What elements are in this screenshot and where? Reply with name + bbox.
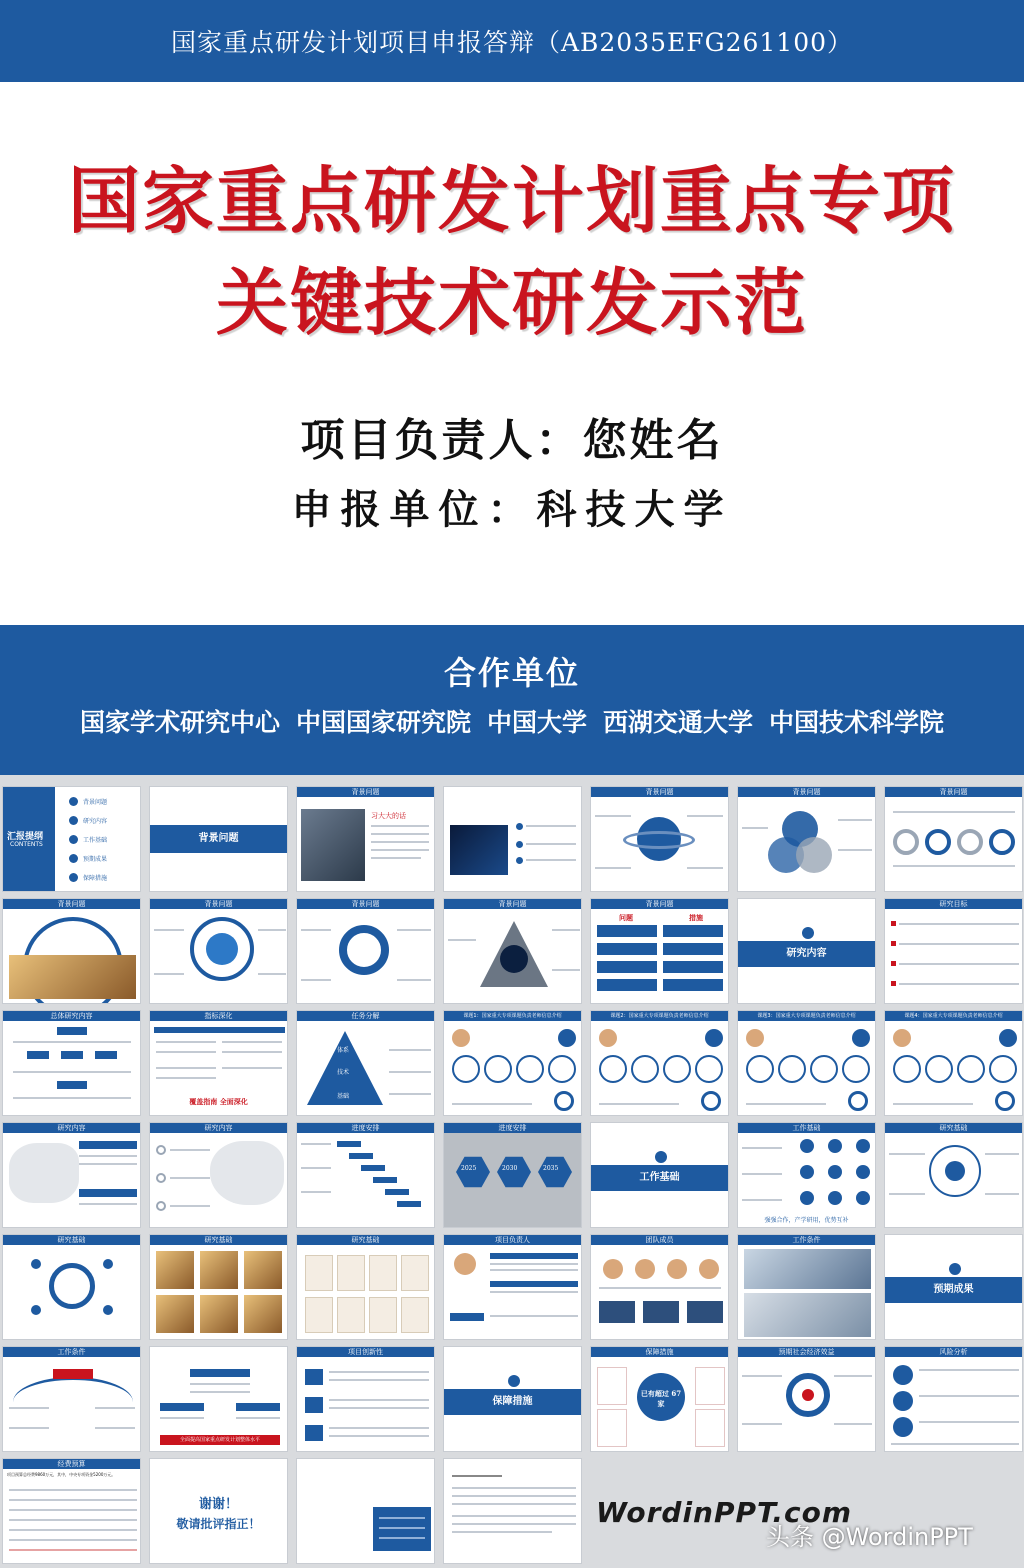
thumb-bg-globe[interactable]	[149, 898, 288, 1004]
thumb-schedule-hex[interactable]	[443, 1122, 582, 1228]
thumb-documents[interactable]	[296, 1234, 435, 1340]
slide-header: 背景问题	[885, 787, 1022, 797]
slide-header: 课题1：国家重大专项课题负责老师信息介绍	[444, 1011, 581, 1021]
thumb-social-benefit[interactable]	[737, 1346, 876, 1452]
section-label: 工作基础	[591, 1165, 728, 1191]
header-title: 国家重点研发计划项目申报答辩（AB2035EFG261100）	[170, 28, 854, 57]
thumb-section-guarantee[interactable]	[443, 1346, 582, 1452]
thumb-bg-triangle[interactable]	[443, 898, 582, 1004]
measure-label: 措施	[689, 913, 703, 922]
slide-header: 团队成员	[591, 1235, 728, 1245]
section-label: 研究内容	[738, 941, 875, 967]
thumb-index-deepening[interactable]	[149, 1010, 288, 1116]
slide-header: 工作条件	[738, 1235, 875, 1245]
toc-item: 预期成果	[83, 856, 108, 863]
count-value: 已有超过 67家	[640, 1389, 682, 1408]
thumb-team-members[interactable]	[590, 1234, 729, 1340]
slide-header: 背景问题	[444, 899, 581, 909]
partner-list	[0, 703, 1024, 739]
pyramid-level: 体系	[337, 1047, 350, 1054]
slide-header: 项目创新性	[297, 1347, 434, 1357]
slide-header: 课题3：国家重大专项课题负责老师信息介绍	[738, 1011, 875, 1021]
partner-item: 中国国家研究院	[295, 708, 471, 737]
slide-header: 进度安排	[297, 1123, 434, 1133]
slide-header: 背景问题	[150, 899, 287, 909]
thumb-bg-arc[interactable]	[2, 898, 141, 1004]
quote-title: 习大大的话	[371, 812, 406, 820]
slide-header: 背景问题	[738, 787, 875, 797]
slide-header: 指标深化	[150, 1011, 287, 1021]
thumb-budget[interactable]	[2, 1458, 141, 1564]
toc-item: 背景问题	[83, 799, 108, 806]
thumb-research-basis-circle[interactable]	[884, 1122, 1023, 1228]
basis-tagline: 强强合作，产学研用，优势互补	[764, 1217, 849, 1224]
slide-header: 研究内容	[3, 1123, 140, 1133]
innovation-tagline: 全面提高国家重点研发计划整体水平	[179, 1437, 260, 1443]
section-label: 背景问题	[150, 825, 287, 853]
year-label: 2030	[502, 1165, 518, 1172]
thumb-thanks[interactable]	[149, 1458, 288, 1564]
brand-logo-text: WordinPPT.com	[596, 1496, 853, 1529]
slide-header: 经费预算	[3, 1459, 140, 1469]
thumb-background-wave[interactable]	[884, 786, 1023, 892]
slide-header: 背景问题	[591, 787, 728, 797]
year-label: 2025	[461, 1165, 477, 1172]
thumb-research-china[interactable]	[149, 1122, 288, 1228]
pyramid-level: 技术	[337, 1069, 350, 1076]
thumb-quote[interactable]	[296, 786, 435, 892]
section-label: 预期成果	[885, 1277, 1022, 1303]
slide-header: 进度安排	[444, 1123, 581, 1133]
thumb-toc[interactable]	[2, 786, 141, 892]
slide-header: 风险分析	[885, 1347, 1022, 1357]
thanks-line2: 敬请批评指正！	[176, 1517, 261, 1531]
slide-header: 研究基础	[885, 1123, 1022, 1133]
thumb-risk-analysis[interactable]	[884, 1346, 1023, 1452]
header-bar	[0, 0, 1024, 82]
applicant-unit: 申报单位：科技大学	[291, 486, 733, 533]
partner-item: 国家学术研究中心	[79, 708, 280, 737]
thumb-problem-measure[interactable]	[590, 898, 729, 1004]
thumb-certificates[interactable]	[149, 1234, 288, 1340]
thumb-topic4[interactable]	[884, 1010, 1023, 1116]
thumb-conditions-arc[interactable]	[2, 1346, 141, 1452]
slide-header: 工作条件	[3, 1347, 140, 1357]
slide-header: 研究目标	[885, 899, 1022, 909]
thumb-topic2[interactable]	[590, 1010, 729, 1116]
thumb-notes[interactable]	[443, 1458, 582, 1564]
toc-item: 工作基础	[83, 837, 108, 844]
watermark: 头条 @WordinPPT	[766, 1523, 973, 1551]
thumb-schedule-gantt[interactable]	[296, 1122, 435, 1228]
slide-header: 研究基础	[3, 1235, 140, 1245]
slide-header: 课题4：国家重大专项课题负责老师信息介绍	[885, 1011, 1022, 1021]
thumb-section-basis[interactable]	[590, 1122, 729, 1228]
slide-header: 研究基础	[150, 1235, 287, 1245]
budget-line: 项目预算总经费9860万元，其中，中央专项资金5200万元。	[7, 1472, 116, 1477]
slide-header: 背景问题	[3, 899, 140, 909]
thumb-research-basis-orbit[interactable]	[2, 1234, 141, 1340]
year-label: 2035	[543, 1165, 559, 1172]
thumb-section-research[interactable]	[737, 898, 876, 1004]
slide-header: 背景问题	[297, 787, 434, 797]
slide-header: 保障措施	[591, 1347, 728, 1357]
thumb-closing[interactable]	[296, 1458, 435, 1564]
cover-title-line2: 关键技术研发示范	[215, 260, 808, 345]
slide-header: 背景问题	[297, 899, 434, 909]
slide-header: 研究内容	[150, 1123, 287, 1133]
toc-title: 汇报提纲	[7, 832, 44, 842]
problem-label: 问题	[619, 913, 633, 922]
thumb-section-results[interactable]	[884, 1234, 1023, 1340]
thumb-work-conditions[interactable]	[737, 1234, 876, 1340]
cover-title-line1: 国家重点研发计划重点专项	[67, 158, 956, 243]
slide-header: 总体研究内容	[3, 1011, 140, 1021]
thumb-topic3[interactable]	[737, 1010, 876, 1116]
slide-header: 课题2：国家重大专项课题负责老师信息介绍	[591, 1011, 728, 1021]
section-label: 保障措施	[444, 1389, 581, 1415]
thumb-project-leader[interactable]	[443, 1234, 582, 1340]
cooperation-title: 合作单位	[443, 654, 580, 692]
slide-header: 预期社会经济效益	[738, 1347, 875, 1357]
thumb-bg-gear[interactable]	[296, 898, 435, 1004]
thumb-overall-content[interactable]	[2, 1010, 141, 1116]
toc-subtitle: CONTENTS	[10, 841, 43, 848]
toc-item: 研究内容	[83, 818, 108, 825]
thumb-work-basis[interactable]	[737, 1122, 876, 1228]
partner-item: 中国技术科学院	[769, 708, 945, 737]
thumb-innovation-list[interactable]	[296, 1346, 435, 1452]
thumb-background-venn[interactable]	[737, 786, 876, 892]
slide-header: 项目负责人	[444, 1235, 581, 1245]
thumb-innovation-diagram[interactable]	[149, 1346, 288, 1452]
slide-header: 背景问题	[591, 899, 728, 909]
thumb-research-goal[interactable]	[884, 898, 1023, 1004]
thumb-task-breakdown[interactable]	[296, 1010, 435, 1116]
thumb-research-map[interactable]	[2, 1122, 141, 1228]
thumb-background-problem[interactable]	[443, 786, 582, 892]
slide-header: 研究基础	[297, 1235, 434, 1245]
pyramid-level: 基础	[337, 1093, 350, 1100]
index-tagline: 覆盖指南 全面深化	[189, 1097, 248, 1106]
thumb-background-planet[interactable]	[590, 786, 729, 892]
slide-header: 工作基础	[738, 1123, 875, 1133]
thumb-section-background[interactable]	[149, 786, 288, 892]
thumb-topic1[interactable]	[443, 1010, 582, 1116]
partner-item: 西湖交通大学	[603, 708, 754, 737]
toc-item: 保障措施	[83, 875, 108, 882]
project-leader: 项目负责人：您姓名	[300, 415, 724, 466]
thumb-guarantee-count[interactable]	[590, 1346, 729, 1452]
partner-item: 中国大学	[486, 708, 587, 737]
thanks-line1: 谢谢！	[198, 1497, 238, 1512]
slide-header: 任务分解	[297, 1011, 434, 1021]
